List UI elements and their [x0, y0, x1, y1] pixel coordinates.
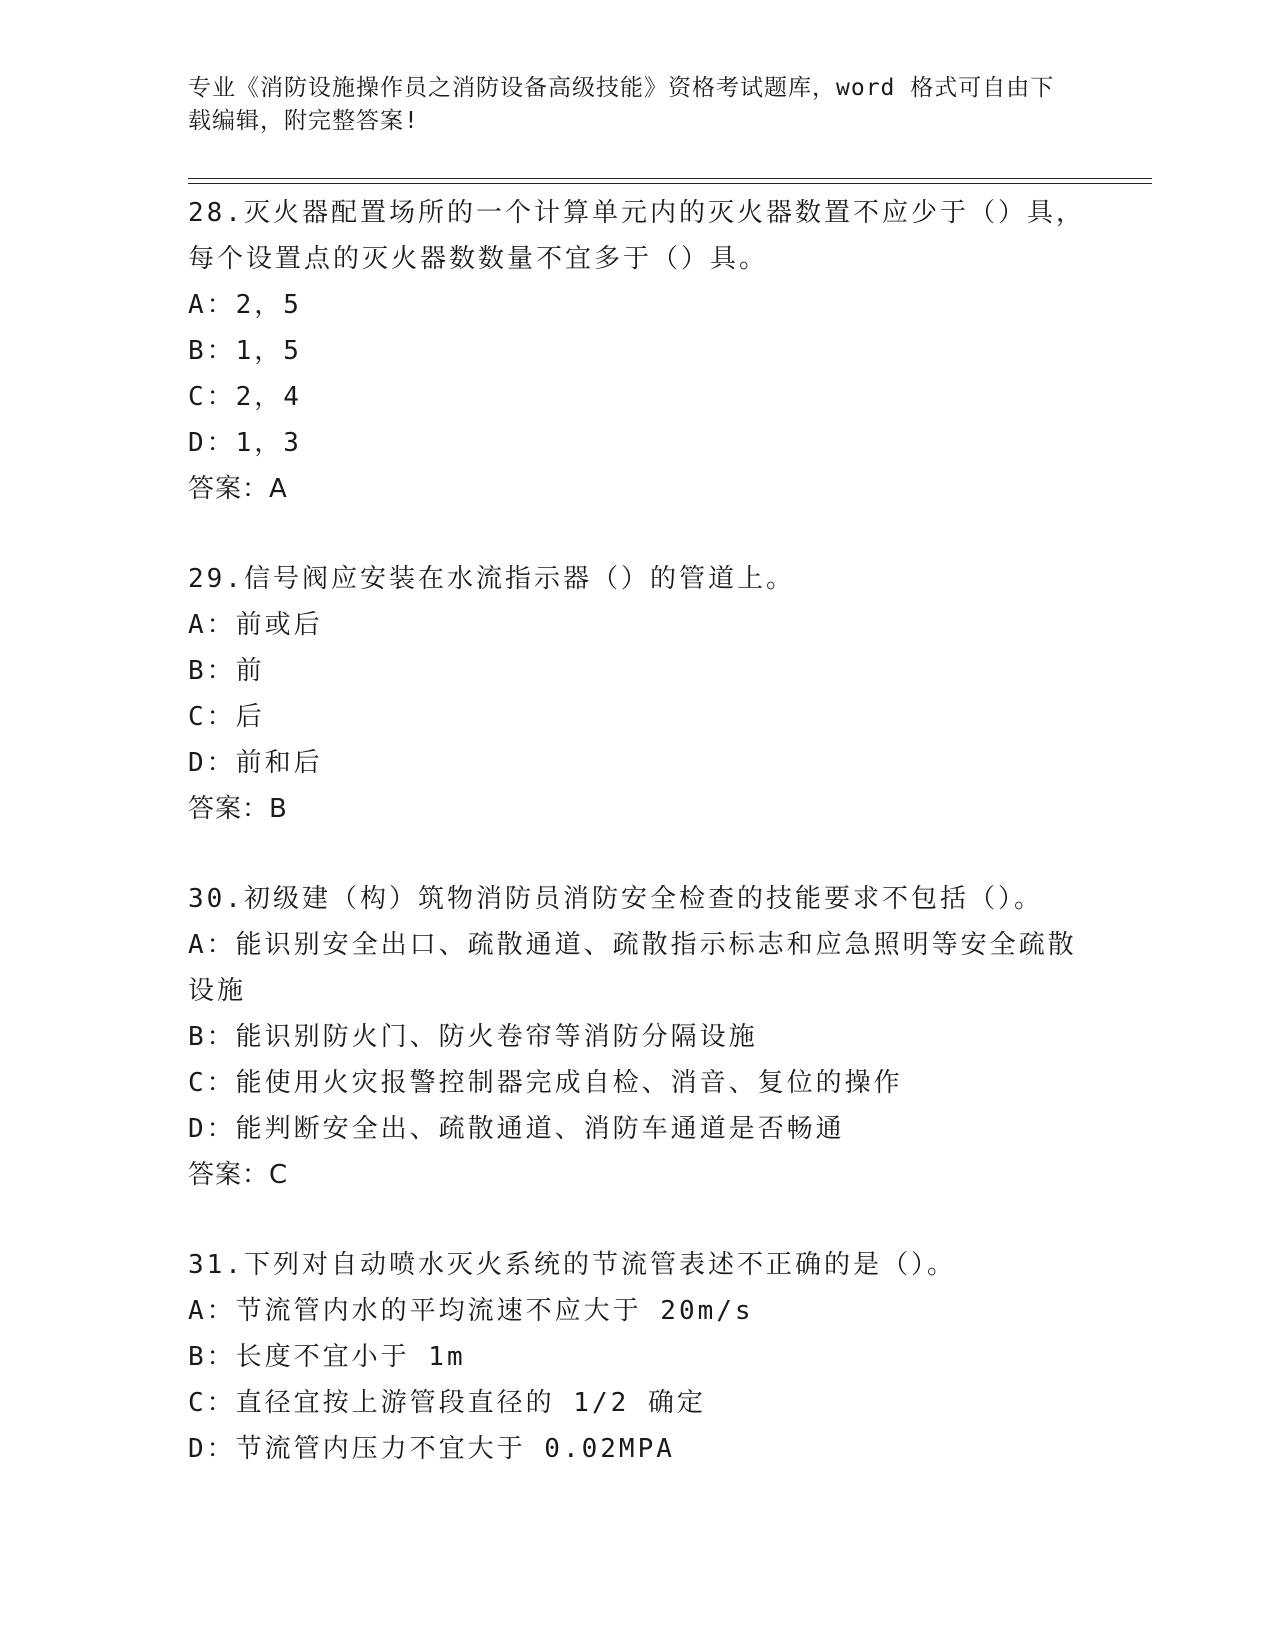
option-c: C：2，4 [188, 382, 302, 412]
question-list [188, 190, 1088, 1472]
header-divider-bottom [188, 183, 1152, 184]
option-a: A：能识别安全出口、疏散通道、疏散指示标志和应急照明等安全疏散设施 [188, 930, 1077, 1006]
question-29 [188, 556, 1088, 832]
question-stem: 30.初级建（构）筑物消防员消防安全检查的技能要求不包括（）。 [188, 884, 1043, 914]
option-b: B：能识别防火门、防火卷帘等消防分隔设施 [188, 1022, 758, 1052]
option-a: A：2，5 [188, 290, 302, 320]
question-28 [188, 190, 1088, 512]
option-c: C：后 [188, 702, 265, 732]
option-b: B：长度不宜小于 1m [188, 1342, 466, 1372]
option-b: B：1，5 [188, 336, 302, 366]
answer-line: 答案：A [188, 474, 288, 504]
answer-line: 答案：C [188, 1160, 289, 1190]
option-d: D：节流管内压力不宜大于 0.02MPA [188, 1434, 675, 1464]
question-stem: 29.信号阀应安装在水流指示器（）的管道上。 [188, 564, 795, 594]
question-31 [188, 1242, 1088, 1472]
option-b: B：前 [188, 656, 265, 686]
option-c: C：直径宜按上游管段直径的 1/2 确定 [188, 1388, 706, 1418]
option-a: A：节流管内水的平均流速不应大于 20m/s [188, 1296, 754, 1326]
answer-line: 答案：B [188, 794, 288, 824]
option-c: C：能使用火灾报警控制器完成自检、消音、复位的操作 [188, 1068, 903, 1098]
document-intro: 专业《消防设施操作员之消防设备高级技能》资格考试题库，word 格式可自由下载编辑，附完整答案! [188, 75, 1055, 134]
question-stem: 31.下列对自动喷水灭火系统的节流管表述不正确的是（）。 [188, 1250, 956, 1280]
option-d: D：能判断安全出、疏散通道、消防车通道是否畅通 [188, 1114, 845, 1144]
question-stem: 28.灭火器配置场所的一个计算单元内的灭火器数置不应少于（）具，每个设置点的灭火器数数量不宜多于（）具。 [188, 198, 1085, 274]
option-d: D：前和后 [188, 748, 323, 778]
header-divider-top [188, 178, 1152, 179]
question-30 [188, 876, 1088, 1198]
option-d: D：1，3 [188, 428, 302, 458]
option-a: A：前或后 [188, 610, 323, 640]
